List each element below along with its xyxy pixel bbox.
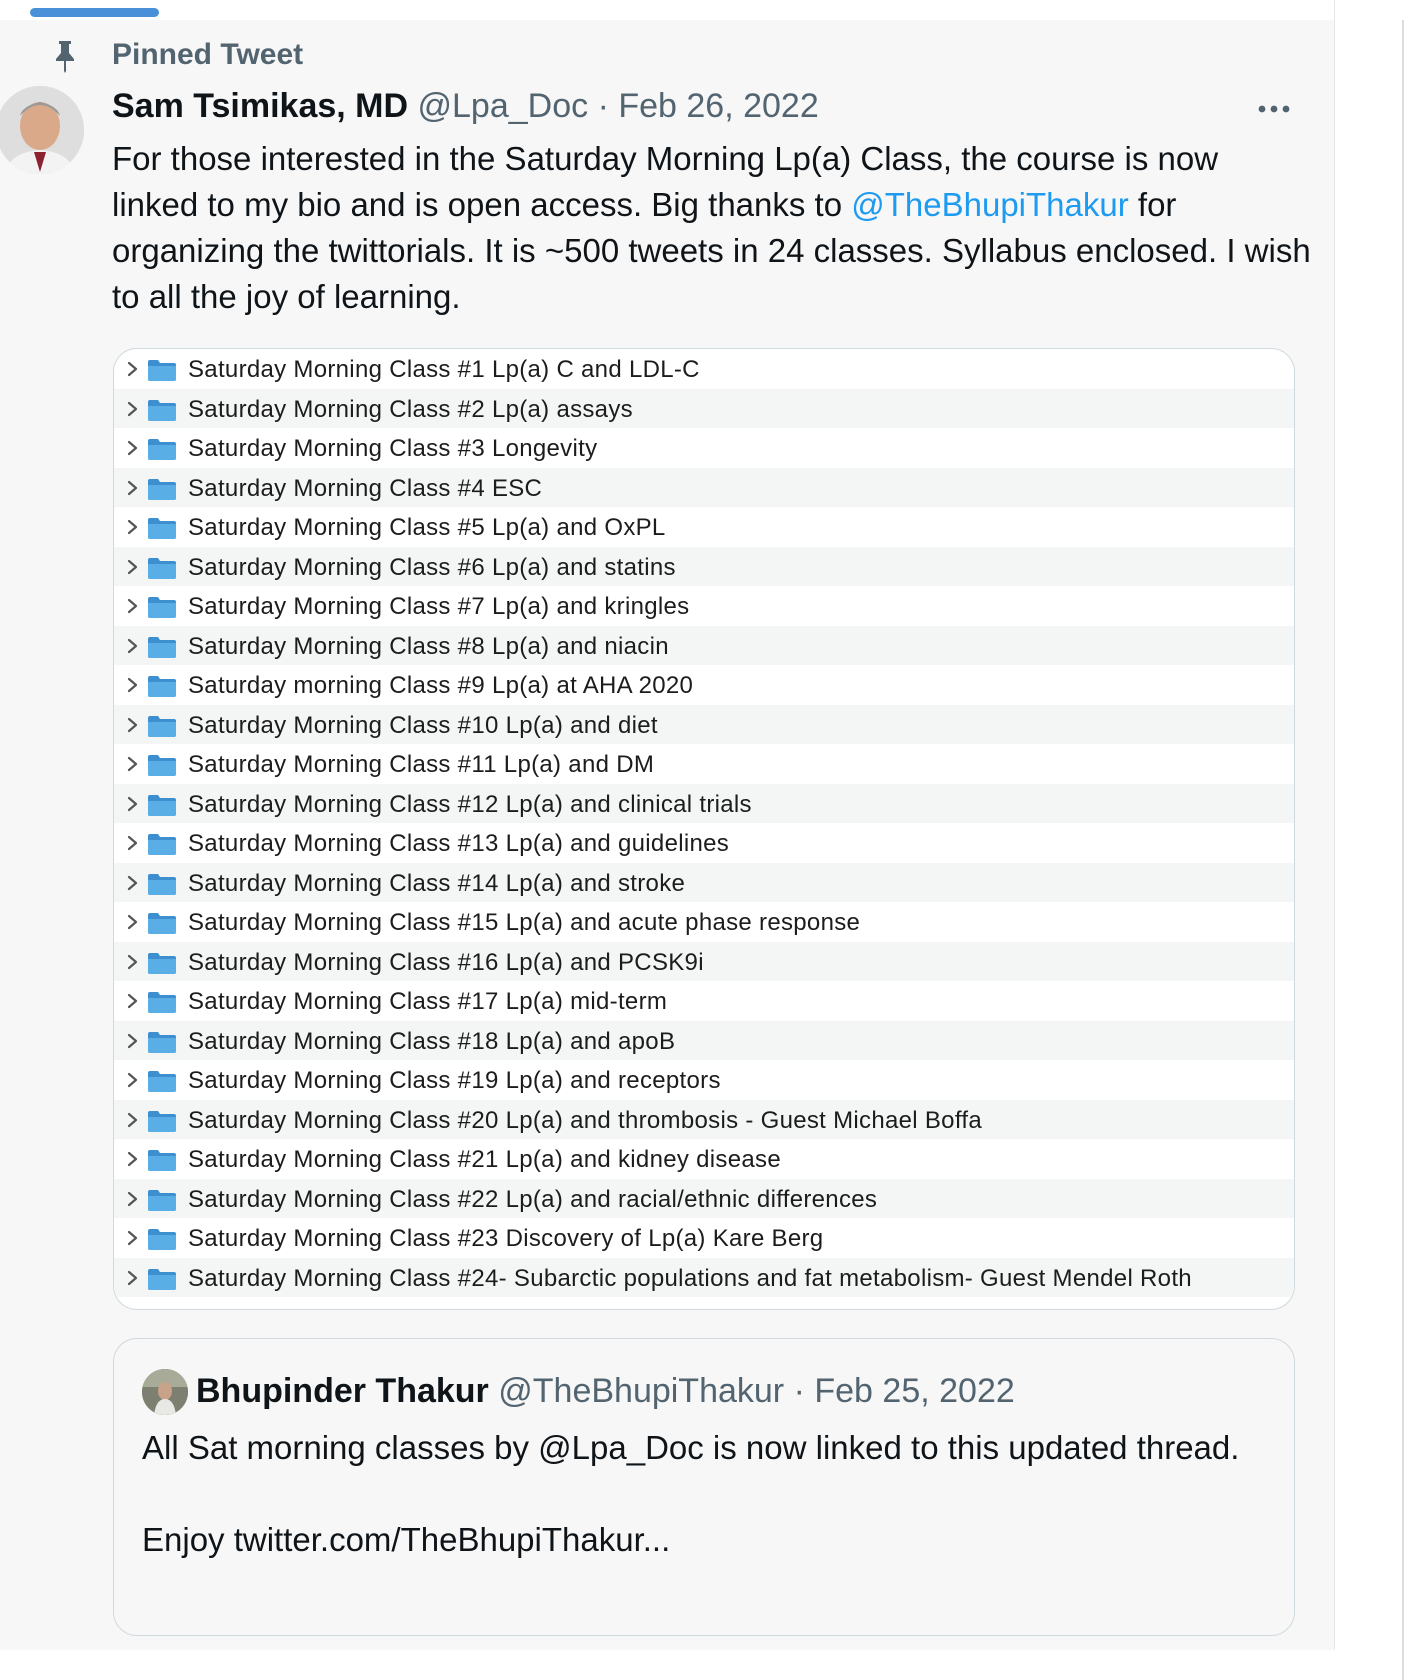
column-divider [1334,0,1335,1650]
syllabus-row-label: Saturday Morning Class #6 Lp(a) and statins [188,553,676,581]
top-strip [0,0,1334,21]
syllabus-row-label: Saturday Morning Class #7 Lp(a) and kringles [188,593,690,620]
chevron-right-icon [126,717,140,733]
syllabus-row [114,468,1294,508]
pinned-tweet-label: Pinned Tweet [112,38,304,71]
syllabus-row [114,586,1294,626]
quote-author-handle[interactable]: @TheBhupiThakur [498,1372,785,1410]
author-name[interactable]: Sam Tsimikas, MD [112,87,409,125]
active-tab-indicator [30,8,159,17]
syllabus-row-label: Saturday Morning Class #2 Lp(a) assays [188,395,633,423]
tweet-text-part: For those interested in the Saturday Morning Lp(a) Class, the course is now linked to my bio and is open access. Big thanks to [112,140,1219,223]
quote-avatar [142,1369,188,1415]
syllabus-row-label: Saturday Morning Class #1 Lp(a) C and LDL-C [188,356,700,383]
syllabus-row [114,1139,1294,1179]
quote-text-line [142,1471,1262,1517]
avatar-image [0,86,84,174]
chevron-right-icon [126,638,140,654]
folder-icon [147,635,177,659]
folder-icon [147,793,177,817]
folder-icon [147,1227,177,1251]
avatar[interactable] [0,86,84,174]
syllabus-row-label: Saturday Morning Class #13 Lp(a) and guidelines [188,830,730,857]
syllabus-row-label: Saturday Morning Class #15 Lp(a) and acute phase response [188,909,861,936]
folder-icon [147,753,177,777]
header-separator: · [597,87,609,125]
syllabus-row-label: Saturday morning Class #9 Lp(a) at AHA 2020 [188,672,694,699]
chevron-right-icon [126,677,140,693]
folder-icon [147,674,177,698]
mention-link[interactable]: @TheBhupiThakur [851,186,1129,223]
chevron-right-icon [126,756,140,772]
folder-icon [147,516,177,540]
chevron-right-icon [126,1191,140,1207]
folder-icon [147,872,177,896]
syllabus-row [114,705,1294,745]
chevron-right-icon [126,1151,140,1167]
folder-icon [147,832,177,856]
syllabus-row-label: Saturday Morning Class #3 Longevity [188,435,598,462]
folder-icon [147,1188,177,1212]
syllabus-row-label: Saturday Morning Class #8 Lp(a) and niacin [188,632,669,660]
syllabus-row-label: Saturday Morning Class #21 Lp(a) and kidney disease [188,1146,781,1173]
chevron-right-icon [126,796,140,812]
syllabus-row [114,823,1294,863]
syllabus-row [114,349,1294,389]
folder-icon [147,911,177,935]
quoted-tweet[interactable] [113,1338,1295,1636]
folder-icon [147,437,177,461]
folder-icon [147,714,177,738]
syllabus-row-label: Saturday Morning Class #24- Subarctic populations and fat metabolism- Guest Mendel Roth [188,1264,1192,1292]
tweet-date[interactable]: Feb 26, 2022 [618,87,819,125]
chevron-right-icon [126,835,140,851]
chevron-right-icon [126,401,140,417]
syllabus-image[interactable] [113,348,1295,1310]
syllabus-row [114,626,1294,666]
author-handle[interactable]: @Lpa_Doc [417,87,589,125]
syllabus-row [114,1021,1294,1061]
chevron-right-icon [126,993,140,1009]
chevron-right-icon [126,914,140,930]
chevron-right-icon [126,519,140,535]
folder-icon [147,398,177,422]
quote-date[interactable]: Feb 25, 2022 [814,1372,1015,1410]
syllabus-row-label: Saturday Morning Class #22 Lp(a) and racial/ethnic differences [188,1185,878,1213]
folder-icon [147,595,177,619]
syllabus-row-label: Saturday Morning Class #11 Lp(a) and DM [188,751,655,778]
quote-text [142,1425,1262,1563]
syllabus-row [114,1060,1294,1100]
quote-text-line: Enjoy twitter.com/TheBhupiThakur... [142,1521,671,1558]
syllabus-row-label: Saturday Morning Class #18 Lp(a) and apoB [188,1027,676,1055]
folder-icon [147,990,177,1014]
syllabus-row-label: Saturday Morning Class #17 Lp(a) mid-term [188,988,668,1015]
syllabus-row [114,863,1294,903]
quote-header [196,1369,1015,1413]
syllabus-row [114,1100,1294,1140]
syllabus-row [114,547,1294,587]
chevron-right-icon [126,1033,140,1049]
tweet-text-part: for organizing the twittorials. It is ~500 tweets in 24 classes. Syllabus enclosed. I wish to all the joy of learning. [112,186,1311,315]
quote-author-name[interactable]: Bhupinder Thakur [196,1372,489,1410]
syllabus-row-label: Saturday Morning Class #14 Lp(a) and stroke [188,869,686,897]
chevron-right-icon [126,954,140,970]
syllabus-row [114,1258,1294,1298]
syllabus-row [114,1218,1294,1258]
syllabus-row [114,784,1294,824]
folder-icon [147,1267,177,1291]
syllabus-row-label: Saturday Morning Class #16 Lp(a) and PCSK9i [188,948,704,976]
syllabus-row-label: Saturday Morning Class #10 Lp(a) and diet [188,711,658,739]
chevron-right-icon [126,480,140,496]
folder-icon [147,1069,177,1093]
syllabus-row [114,428,1294,468]
chevron-right-icon [126,1072,140,1088]
folder-icon [147,951,177,975]
syllabus-row-label: Saturday Morning Class #20 Lp(a) and thrombosis - Guest Michael Boffa [188,1106,982,1134]
tweet-text [112,136,1312,320]
syllabus-row-label: Saturday Morning Class #5 Lp(a) and OxPL [188,514,666,541]
chevron-right-icon [126,598,140,614]
chevron-right-icon [126,1112,140,1128]
chevron-right-icon [126,1230,140,1246]
syllabus-row-label: Saturday Morning Class #23 Discovery of Lp(a) Kare Berg [188,1225,824,1252]
quote-text-line: All Sat morning classes by @Lpa_Doc is now linked to this updated thread. [142,1429,1240,1466]
folder-icon [147,358,177,382]
chevron-right-icon [126,1270,140,1286]
syllabus-row [114,665,1294,705]
chevron-right-icon [126,440,140,456]
syllabus-row-label: Saturday Morning Class #19 Lp(a) and receptors [188,1067,721,1094]
syllabus-row [114,942,1294,982]
folder-icon [147,556,177,580]
folder-icon [147,477,177,501]
chevron-right-icon [126,361,140,377]
syllabus-row [114,902,1294,942]
scrollbar-track[interactable] [1402,20,1404,1680]
quote-avatar-image [142,1369,188,1415]
syllabus-row [114,981,1294,1021]
pin-icon [50,39,80,73]
syllabus-row [114,389,1294,429]
chevron-right-icon [126,875,140,891]
folder-icon [147,1148,177,1172]
tweet-header [112,84,819,128]
chevron-right-icon [126,559,140,575]
folder-icon [147,1030,177,1054]
syllabus-row [114,1179,1294,1219]
quote-header-separator: · [793,1372,805,1410]
syllabus-row [114,744,1294,784]
syllabus-row-label: Saturday Morning Class #12 Lp(a) and clinical trials [188,790,752,818]
more-icon[interactable] [1256,98,1292,120]
syllabus-row [114,507,1294,547]
syllabus-row-label: Saturday Morning Class #4 ESC [188,474,543,502]
folder-icon [147,1109,177,1133]
